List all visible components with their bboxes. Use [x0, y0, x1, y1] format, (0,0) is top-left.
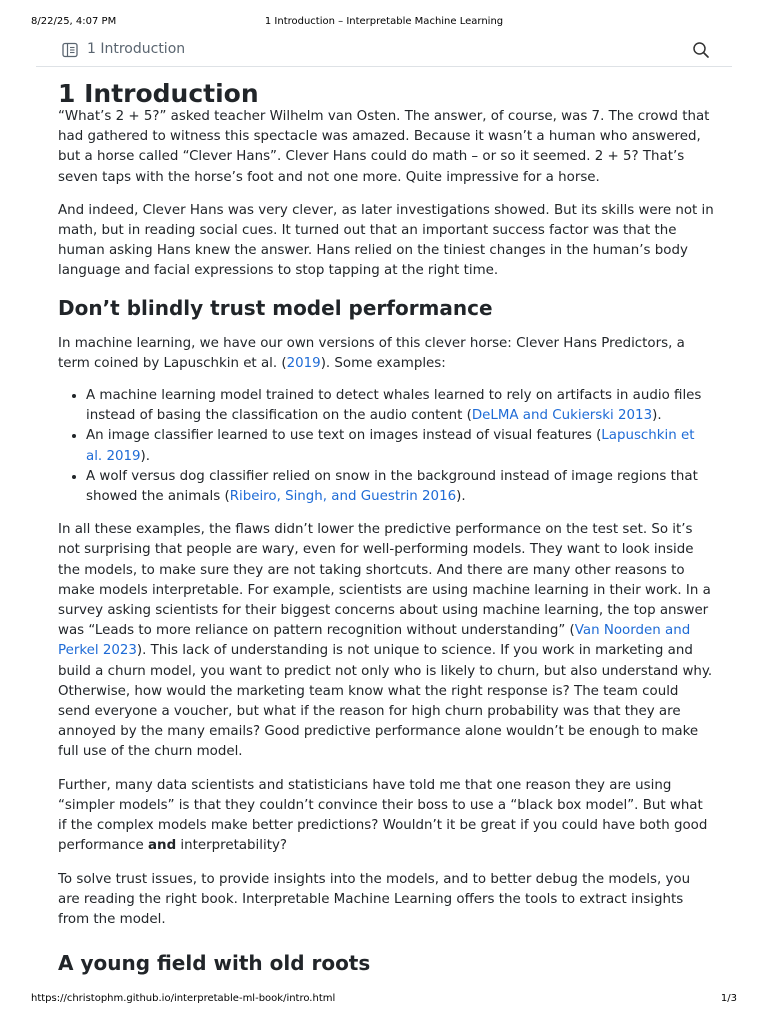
citation-link[interactable]: Ribeiro, Singh, and Guestrin 2016	[229, 489, 457, 505]
citation-link[interactable]: 2019	[286, 355, 321, 371]
section-paragraph: Further, many data scientists and statisticians have told me that one reason they are using “simpler models” is that they couldn’t convince their boss to use a “black box model”. But what if the complex models make better predictions? Wouldn’t it be great if you could have both good performance and interpretability?	[58, 777, 708, 854]
citation-link[interactable]: Lapuschkin et al. 2019	[86, 428, 695, 464]
navbar-title[interactable]: 1 Introduction	[87, 41, 186, 57]
citation-link[interactable]: DeLMA and Cukierski 2013	[471, 408, 653, 424]
print-footer	[0, 993, 768, 1007]
page-title: 1 Introduction	[58, 79, 259, 108]
list-item: • A wolf versus dog classifier relied on snow in the background instead of image regions that showed the animals (Ribeiro, Singh, and Guestrin 2016).	[86, 467, 714, 507]
section-paragraph: To solve trust issues, to provide insights into the models, and to better debug the models, you are reading the right book. Interpretable Machine Learning offers the tools to extract insights from the model.	[58, 871, 691, 927]
main-content	[58, 78, 714, 977]
section-heading: Don’t blindly trust model performance	[58, 295, 493, 320]
list-item: • A machine learning model trained to detect whales learned to rely on artifacts in audio files instead of basing the classification on the audio content (DeLMA and Cukierski 2013).	[86, 386, 714, 426]
list-item: • An image classifier learned to use text on images instead of visual features (Lapuschkin et al. 2019).	[86, 426, 714, 466]
examples-list	[58, 386, 714, 507]
intro-paragraph: And indeed, Clever Hans was very clever, as later investigations showed. But its skills were not in math, but in reading social cues. It turned out that an important success factor was that the human asking Hans knew the answer. Hans relied on the tiniest changes in the human’s body language and facial expressions to stop tapping at the right time.	[58, 202, 714, 279]
print-header	[0, 16, 768, 30]
print-page-number: 1/3	[720, 993, 737, 1004]
section-heading: A young field with old roots	[58, 951, 371, 976]
section-paragraph: In machine learning, we have our own versions of this clever horse: Clever Hans Predictors, a term coined by Lapuschkin et al. (2019). Some examples:	[58, 335, 685, 371]
print-datetime: 8/22/25, 4:07 PM	[31, 16, 117, 27]
search-icon[interactable]	[690, 39, 712, 61]
sidebar-toggle-icon[interactable]	[60, 40, 80, 60]
print-url: https://christophm.github.io/interpretable-ml-book/intro.html	[31, 993, 336, 1004]
citation-link[interactable]: Van Noorden and Perkel 2023	[58, 623, 691, 659]
print-page-title: 1 Introduction – Interpretable Machine Learning	[264, 16, 504, 27]
section-paragraph: In all these examples, the flaws didn’t lower the predictive performance on the test set. So it’s not surprising that people are wary, even for well-performing models. They want to look inside the models, to make sure they are not taking shortcuts. And there are many other reasons to make models interpretable. For example, scientists are using machine learning in their work. In a survey asking scientists for their biggest concerns about using machine learning, the top answer was “Leads to more reliance on pattern recognition without understanding” (Van Noorden and Perkel 2023). This lack of understanding is not unique to science. If you work in marketing and build a churn model, you want to predict not only who is likely to churn, but also understand why. Otherwise, how would the marketing team know what the right response is? The team could send everyone a voucher, but what if the reason for high churn probability was that they are annoyed by the many emails? Good predictive performance alone wouldn’t be enough to make full use of the churn model.	[58, 522, 713, 760]
intro-paragraph: “What’s 2 + 5?” asked teacher Wilhelm van Osten. The answer, of course, was 7. The crowd that had gathered to witness this spectacle was amazed. Because it wasn’t a human who answered, but a horse called “Clever Hans”. Clever Hans could do math – or so it seemed. 2 + 5? That’s seven taps with the horse’s foot and not one more. Quite impressive for a horse.	[58, 109, 710, 185]
emphasis-and: and	[148, 838, 177, 854]
top-navbar	[36, 36, 732, 67]
